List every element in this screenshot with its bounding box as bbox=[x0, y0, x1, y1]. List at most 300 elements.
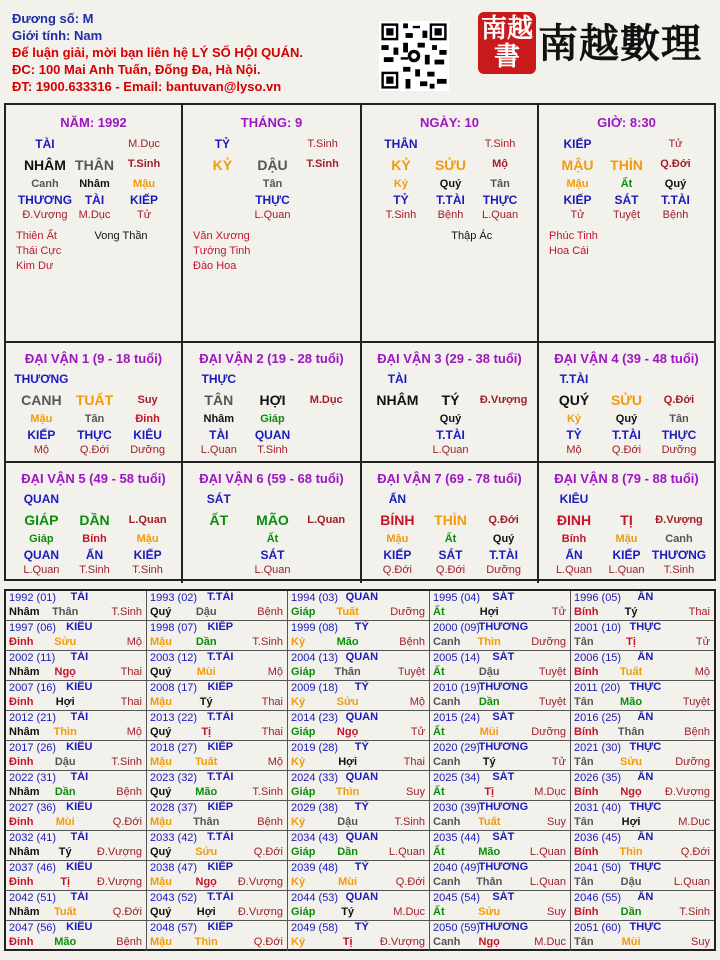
year-cell[interactable] bbox=[571, 711, 714, 741]
hidden-state: Tử bbox=[570, 209, 585, 221]
year-label: 2035 (44) bbox=[433, 832, 481, 844]
year-god: TÀI bbox=[70, 591, 89, 603]
year-can: Tân bbox=[574, 936, 594, 948]
hidden-stem: Mậu bbox=[386, 533, 409, 545]
year-chi: Mão bbox=[54, 936, 77, 948]
year-god: TỶ bbox=[354, 861, 369, 873]
year-cell[interactable] bbox=[288, 771, 430, 801]
year-can: Bính bbox=[574, 606, 599, 618]
hidden-god: TỶ bbox=[393, 193, 409, 207]
year-cell[interactable] bbox=[430, 801, 571, 831]
pillar-god-primary: THÂN bbox=[384, 137, 418, 151]
year-label: 2041 (50) bbox=[574, 862, 622, 874]
year-state: Suy bbox=[547, 906, 566, 918]
year-chi: Tuất bbox=[195, 756, 218, 768]
year-cell[interactable] bbox=[6, 591, 147, 621]
year-can: Tân bbox=[574, 636, 594, 648]
yearly-grid bbox=[4, 589, 716, 951]
year-chi: Thìn bbox=[336, 786, 360, 798]
hidden-stem: Ất bbox=[266, 533, 279, 545]
year-god: KIẾP bbox=[207, 861, 234, 873]
year-god: T.TÀI bbox=[207, 831, 234, 843]
pillar-title: GIỜ: 8:30 bbox=[597, 115, 656, 130]
hidden-stem: Quý bbox=[492, 533, 515, 545]
header-info bbox=[12, 10, 303, 95]
phone-email-line: ĐT: 1900.633316 - Email: bantuvan@lyso.vn bbox=[12, 79, 282, 94]
dai-van-can: BÍNH bbox=[380, 512, 415, 528]
pillar-god-primary: TÀI bbox=[35, 137, 55, 151]
year-state: Thai bbox=[688, 606, 710, 618]
year-label: 2007 (16) bbox=[9, 682, 57, 694]
year-god: KIẾP bbox=[207, 741, 234, 753]
year-cell[interactable] bbox=[430, 771, 571, 801]
pillar-cell bbox=[183, 105, 362, 343]
hidden-stem: Tân bbox=[669, 413, 689, 425]
hidden-god: TỶ bbox=[566, 428, 582, 442]
owner-gender: Giới tính: Nam bbox=[12, 28, 103, 43]
star-item: Kim Dư bbox=[16, 260, 54, 272]
dai-van-god: THƯƠNG bbox=[14, 372, 69, 386]
year-cell[interactable] bbox=[571, 591, 714, 621]
year-cell[interactable] bbox=[571, 771, 714, 801]
dai-van-cell bbox=[6, 463, 183, 583]
year-cell[interactable] bbox=[147, 891, 288, 921]
year-cell[interactable] bbox=[147, 741, 288, 771]
year-chi: Thân bbox=[193, 816, 220, 828]
year-cell[interactable] bbox=[571, 621, 714, 651]
hidden-stem: Đinh bbox=[135, 413, 160, 425]
year-god: THỰC bbox=[629, 621, 662, 633]
year-label: 2006 (15) bbox=[574, 652, 622, 664]
year-cell[interactable] bbox=[430, 591, 571, 621]
hidden-god: THƯƠNG bbox=[17, 193, 73, 207]
year-chi: Dậu bbox=[337, 816, 359, 828]
year-god: T.TÀI bbox=[207, 711, 234, 723]
hidden-god: KIẾP bbox=[563, 193, 592, 207]
year-label: 1999 (08) bbox=[291, 622, 339, 634]
year-cell[interactable] bbox=[147, 591, 288, 621]
year-cell[interactable] bbox=[430, 921, 571, 951]
year-god: SÁT bbox=[492, 651, 515, 663]
year-chi: Tuất bbox=[619, 666, 643, 678]
year-label: 2043 (52) bbox=[150, 892, 198, 904]
year-can: Mậu bbox=[150, 936, 172, 948]
year-label: 2025 (34) bbox=[433, 772, 481, 784]
year-god: KIÊU bbox=[66, 741, 93, 753]
dai-van-chi: THÌN bbox=[434, 512, 467, 528]
dai-van-title: ĐẠI VẬN 4 (39 - 48 tuổi) bbox=[554, 351, 699, 366]
year-chi: Thìn bbox=[53, 726, 77, 738]
hidden-god: TÀI bbox=[84, 193, 105, 207]
year-cell[interactable] bbox=[571, 801, 714, 831]
year-can: Quý bbox=[150, 606, 172, 618]
year-can: Kỷ bbox=[291, 876, 306, 888]
pillar-title: NĂM: 1992 bbox=[60, 115, 127, 130]
year-state: Q.Đới bbox=[680, 846, 710, 858]
dai-van-extra: Đ.Vượng bbox=[655, 514, 703, 526]
year-state: Bệnh bbox=[399, 636, 425, 648]
year-cell[interactable] bbox=[6, 831, 147, 861]
year-cell[interactable] bbox=[6, 861, 147, 891]
year-chi: Mão bbox=[620, 696, 643, 708]
hidden-state: Dưỡng bbox=[130, 444, 165, 456]
year-god: KIẾP bbox=[207, 801, 234, 813]
dai-van-title: ĐẠI VẬN 7 (69 - 78 tuổi) bbox=[377, 471, 522, 486]
year-cell[interactable] bbox=[288, 711, 430, 741]
year-label: 2048 (57) bbox=[150, 922, 198, 934]
pillar-extra: T.Sinh bbox=[127, 158, 161, 170]
year-chi: Thìn bbox=[194, 936, 218, 948]
year-state: Tuyệt bbox=[538, 666, 566, 678]
hidden-god: ẤN bbox=[565, 548, 583, 562]
year-god: THƯƠNG bbox=[478, 741, 529, 753]
address-line: ĐC: 100 Mai Anh Tuấn, Đống Đa, Hà Nội. bbox=[12, 62, 261, 77]
year-state: Q.Đới bbox=[112, 906, 142, 918]
pillar-can: KỶ bbox=[212, 157, 233, 173]
year-god: THƯƠNG bbox=[478, 621, 529, 633]
year-label: 2021 (30) bbox=[574, 742, 622, 754]
year-label: 2004 (13) bbox=[291, 652, 339, 664]
hidden-god: ẤN bbox=[85, 548, 104, 562]
year-cell[interactable] bbox=[288, 861, 430, 891]
year-god: T.TÀI bbox=[207, 651, 234, 663]
year-cell[interactable] bbox=[288, 621, 430, 651]
year-state: Dưỡng bbox=[531, 726, 566, 738]
year-cell[interactable] bbox=[288, 741, 430, 771]
year-state: Thai bbox=[261, 696, 283, 708]
year-god: QUAN bbox=[345, 771, 379, 783]
year-can: Quý bbox=[150, 846, 172, 858]
year-cell[interactable] bbox=[147, 831, 288, 861]
hidden-god: TÀI bbox=[209, 428, 229, 442]
year-can: Canh bbox=[433, 696, 461, 708]
year-god: TỶ bbox=[354, 741, 369, 753]
star-item: Thập Ác bbox=[451, 230, 493, 242]
year-cell[interactable] bbox=[288, 921, 430, 951]
year-cell[interactable] bbox=[571, 861, 714, 891]
pillar-extra: Mộ bbox=[492, 158, 508, 170]
year-chi: Tị bbox=[626, 636, 636, 648]
year-cell[interactable] bbox=[6, 621, 147, 651]
pillar-cell bbox=[362, 105, 539, 343]
hidden-state: Tuyệt bbox=[612, 209, 641, 221]
star-item: Phúc Tinh bbox=[549, 230, 598, 242]
dai-van-god: QUAN bbox=[23, 492, 60, 506]
year-label: 2012 (21) bbox=[9, 712, 57, 724]
year-state: Dưỡng bbox=[675, 756, 710, 768]
year-state: Đ.Vượng bbox=[237, 876, 283, 888]
year-cell[interactable] bbox=[288, 801, 430, 831]
year-cell[interactable] bbox=[6, 771, 147, 801]
hidden-state: T.Sinh bbox=[132, 564, 163, 576]
year-cell[interactable] bbox=[6, 891, 147, 921]
year-label: 2027 (36) bbox=[9, 802, 57, 814]
year-cell[interactable] bbox=[6, 741, 147, 771]
year-cell[interactable] bbox=[571, 891, 714, 921]
year-cell[interactable] bbox=[571, 741, 714, 771]
hidden-god: SÁT bbox=[614, 193, 639, 207]
year-label: 1995 (04) bbox=[433, 592, 481, 604]
dai-van-chi: HỢI bbox=[259, 392, 286, 408]
year-god: ẤN bbox=[637, 831, 654, 843]
brand-title: 南越數理 bbox=[538, 20, 702, 67]
year-cell[interactable] bbox=[147, 681, 288, 711]
year-state: Thai bbox=[120, 696, 142, 708]
year-state: T.Sinh bbox=[252, 636, 283, 648]
year-label: 1998 (07) bbox=[150, 622, 198, 634]
year-label: 1992 (01) bbox=[9, 592, 57, 604]
year-can: Bính bbox=[574, 666, 599, 678]
hidden-stem: Kỷ bbox=[393, 178, 408, 190]
year-can: Giáp bbox=[291, 726, 316, 738]
year-can: Nhâm bbox=[9, 846, 40, 858]
year-cell[interactable] bbox=[147, 711, 288, 741]
hidden-god: KIẾP bbox=[383, 548, 412, 562]
owner-name: Đương số: M bbox=[12, 11, 94, 26]
hidden-god: T.TÀI bbox=[436, 428, 465, 442]
pillar-god-secondary: T.Sinh bbox=[307, 138, 338, 150]
dai-van-extra: Q.Đới bbox=[663, 394, 695, 406]
year-label: 2037 (46) bbox=[9, 862, 57, 874]
year-state: Dưỡng bbox=[531, 636, 566, 648]
year-chi: Thìn bbox=[477, 636, 501, 648]
year-cell[interactable] bbox=[6, 711, 147, 741]
year-chi: Dần bbox=[620, 906, 642, 918]
dai-van-god: KIÊU bbox=[559, 492, 589, 506]
hidden-stem: Nhâm bbox=[203, 413, 235, 425]
year-god: KIẾP bbox=[207, 621, 234, 633]
year-can: Tân bbox=[574, 816, 594, 828]
hidden-state: Dưỡng bbox=[661, 444, 697, 456]
year-label: 2018 (27) bbox=[150, 742, 198, 754]
year-cell[interactable] bbox=[571, 831, 714, 861]
year-cell[interactable] bbox=[571, 921, 714, 951]
pillar-chi: THÌN bbox=[610, 157, 643, 173]
year-state: Thai bbox=[261, 726, 283, 738]
year-label: 2022 (31) bbox=[9, 772, 57, 784]
year-cell[interactable] bbox=[430, 681, 571, 711]
year-state: Mộ bbox=[694, 666, 710, 678]
dai-van-title: ĐẠI VẬN 2 (19 - 28 tuổi) bbox=[199, 351, 344, 366]
year-can: Ất bbox=[433, 726, 445, 738]
hidden-state: Đ.Vượng bbox=[22, 209, 68, 221]
year-state: Tuyệt bbox=[682, 696, 710, 708]
year-label: 2010 (19) bbox=[433, 682, 481, 694]
hidden-state: L.Quan bbox=[555, 564, 593, 576]
year-chi: Dậu bbox=[620, 876, 642, 888]
dai-van-god: T.TÀI bbox=[559, 372, 589, 386]
dai-van-chi: TỊ bbox=[620, 512, 633, 528]
year-can: Quý bbox=[150, 726, 172, 738]
year-label: 1994 (03) bbox=[291, 592, 339, 604]
year-cell[interactable] bbox=[430, 741, 571, 771]
year-cell[interactable] bbox=[147, 651, 288, 681]
hidden-state: Mộ bbox=[566, 444, 582, 456]
year-can: Canh bbox=[433, 756, 461, 768]
year-can: Quý bbox=[150, 906, 172, 918]
year-cell[interactable] bbox=[571, 681, 714, 711]
year-cell[interactable] bbox=[288, 831, 430, 861]
year-god: TỶ bbox=[354, 921, 369, 933]
year-can: Giáp bbox=[291, 906, 316, 918]
hidden-stem: Ất bbox=[444, 533, 457, 545]
hidden-god: THỰC bbox=[255, 193, 290, 207]
hidden-god: T.TÀI bbox=[661, 193, 690, 207]
dai-van-cell bbox=[183, 463, 362, 583]
year-cell[interactable] bbox=[430, 891, 571, 921]
year-god: ẤN bbox=[637, 771, 654, 783]
year-god: T.TÀI bbox=[207, 891, 234, 903]
year-chi: Tý bbox=[482, 756, 496, 768]
year-cell[interactable] bbox=[288, 651, 430, 681]
year-god: ẤN bbox=[637, 891, 654, 903]
year-cell[interactable] bbox=[6, 681, 147, 711]
hidden-stem: Quý bbox=[439, 178, 462, 190]
hidden-state: Bệnh bbox=[437, 209, 464, 221]
year-state: L.Quan bbox=[673, 876, 710, 888]
year-chi: Mão bbox=[478, 846, 501, 858]
year-cell[interactable] bbox=[6, 801, 147, 831]
year-chi: Mùi bbox=[479, 726, 499, 738]
year-can: Tân bbox=[574, 876, 594, 888]
dai-van-god: ẤN bbox=[388, 492, 407, 506]
year-label: 2029 (38) bbox=[291, 802, 339, 814]
year-cell[interactable] bbox=[147, 801, 288, 831]
year-cell[interactable] bbox=[6, 921, 147, 951]
year-cell[interactable] bbox=[288, 591, 430, 621]
year-god: T.TÀI bbox=[207, 771, 234, 783]
year-cell[interactable] bbox=[430, 621, 571, 651]
hidden-state: M.Dục bbox=[78, 209, 111, 221]
year-label: 2030 (39) bbox=[433, 802, 481, 814]
year-chi: Sửu bbox=[336, 696, 359, 708]
year-can: Bính bbox=[574, 786, 599, 798]
year-god: TÀI bbox=[70, 891, 89, 903]
star-item: Văn Xương bbox=[193, 230, 250, 242]
year-cell[interactable] bbox=[430, 711, 571, 741]
year-label: 2011 (20) bbox=[574, 682, 621, 694]
pillar-god-primary: TỶ bbox=[214, 137, 231, 151]
hidden-stem: Canh bbox=[31, 178, 59, 190]
year-can: Tân bbox=[574, 696, 594, 708]
year-state: Bệnh bbox=[684, 726, 710, 738]
dai-van-title: ĐẠI VẬN 3 (29 - 38 tuổi) bbox=[377, 351, 522, 366]
year-chi: Dần bbox=[195, 636, 217, 648]
year-cell[interactable] bbox=[147, 771, 288, 801]
year-chi: Dậu bbox=[195, 606, 217, 618]
year-state: Mộ bbox=[409, 696, 425, 708]
year-cell[interactable] bbox=[430, 831, 571, 861]
dai-van-cell bbox=[362, 343, 539, 463]
star-item: Vong Thần bbox=[94, 230, 148, 242]
year-god: THỰC bbox=[629, 861, 662, 873]
hidden-state: L.Quan bbox=[254, 209, 291, 221]
dai-van-cell bbox=[6, 343, 183, 463]
pillar-title: THÁNG: 9 bbox=[240, 115, 303, 130]
year-can: Nhâm bbox=[9, 666, 40, 678]
hidden-stem: Mậu bbox=[133, 178, 156, 190]
pillar-cell bbox=[539, 105, 714, 343]
dai-van-title: ĐẠI VẬN 6 (59 - 68 tuổi) bbox=[199, 471, 344, 486]
year-cell[interactable] bbox=[147, 921, 288, 951]
year-label: 1997 (06) bbox=[9, 622, 57, 634]
hidden-state: L.Quan bbox=[608, 564, 645, 576]
year-state: Q.Đới bbox=[112, 816, 142, 828]
year-cell[interactable] bbox=[6, 651, 147, 681]
hidden-state: Q.Đới bbox=[382, 564, 412, 576]
year-state: M.Dục bbox=[393, 906, 425, 918]
year-state: Tuyệt bbox=[397, 666, 425, 678]
year-label: 2002 (11) bbox=[9, 652, 56, 664]
year-cell[interactable] bbox=[147, 861, 288, 891]
pillar-extra: Q.Đới bbox=[660, 158, 691, 170]
year-cell[interactable] bbox=[430, 861, 571, 891]
year-state: Tử bbox=[551, 606, 566, 618]
year-can: Kỷ bbox=[291, 756, 306, 768]
dai-van-title: ĐẠI VẬN 5 (49 - 58 tuổi) bbox=[21, 471, 166, 486]
year-god: SÁT bbox=[492, 831, 515, 843]
year-can: Bính bbox=[574, 846, 599, 858]
year-label: 2008 (17) bbox=[150, 682, 198, 694]
year-state: M.Dục bbox=[534, 936, 566, 948]
year-state: T.Sinh bbox=[394, 816, 425, 828]
year-chi: Hợi bbox=[55, 696, 75, 708]
year-cell[interactable] bbox=[288, 681, 430, 711]
star-item: Thái Cực bbox=[16, 245, 62, 257]
year-god: TÀI bbox=[70, 831, 89, 843]
dai-van-chi: DẦN bbox=[79, 512, 110, 528]
year-cell[interactable] bbox=[571, 651, 714, 681]
year-chi: Tị bbox=[201, 726, 212, 738]
pillar-cell bbox=[6, 105, 183, 343]
hidden-stem: Mậu bbox=[566, 178, 589, 190]
pillar-title: NGÀY: 10 bbox=[420, 115, 479, 130]
hidden-state: L.Quan bbox=[23, 564, 60, 576]
pillar-extra: T.Sinh bbox=[306, 158, 339, 170]
dai-van-extra: L.Quan bbox=[307, 514, 346, 526]
star-item: Hoa Cái bbox=[549, 245, 589, 257]
year-god: THỰC bbox=[629, 801, 662, 813]
year-can: Đinh bbox=[9, 696, 34, 708]
hidden-state: L.Quan bbox=[432, 444, 469, 456]
year-label: 2050 (59) bbox=[433, 922, 481, 934]
qr-code-icon[interactable] bbox=[379, 21, 449, 91]
year-can: Mậu bbox=[150, 696, 172, 708]
hidden-stem: Ất bbox=[620, 178, 633, 190]
year-can: Bính bbox=[574, 726, 599, 738]
dai-van-cell bbox=[539, 463, 714, 583]
dai-van-can: QUÝ bbox=[558, 392, 590, 408]
year-can: Kỷ bbox=[291, 936, 306, 948]
year-chi: Ngọ bbox=[478, 936, 500, 948]
dai-van-cell bbox=[362, 463, 539, 583]
year-cell[interactable] bbox=[147, 621, 288, 651]
year-can: Nhâm bbox=[9, 726, 40, 738]
hidden-stem: Mậu bbox=[615, 533, 638, 545]
pillar-can: MẬU bbox=[561, 157, 594, 173]
hidden-stem: Kỷ bbox=[566, 413, 582, 425]
year-god: THỰC bbox=[629, 741, 662, 753]
hidden-stem: Quý bbox=[439, 413, 462, 425]
year-label: 2017 (26) bbox=[9, 742, 57, 754]
dai-van-extra: Suy bbox=[137, 394, 158, 406]
year-cell[interactable] bbox=[288, 891, 430, 921]
year-god: KIÊU bbox=[66, 801, 93, 813]
year-god: SÁT bbox=[492, 711, 515, 723]
year-chi: Hợi bbox=[621, 816, 641, 828]
year-cell[interactable] bbox=[430, 651, 571, 681]
year-god: THƯƠNG bbox=[478, 681, 529, 693]
